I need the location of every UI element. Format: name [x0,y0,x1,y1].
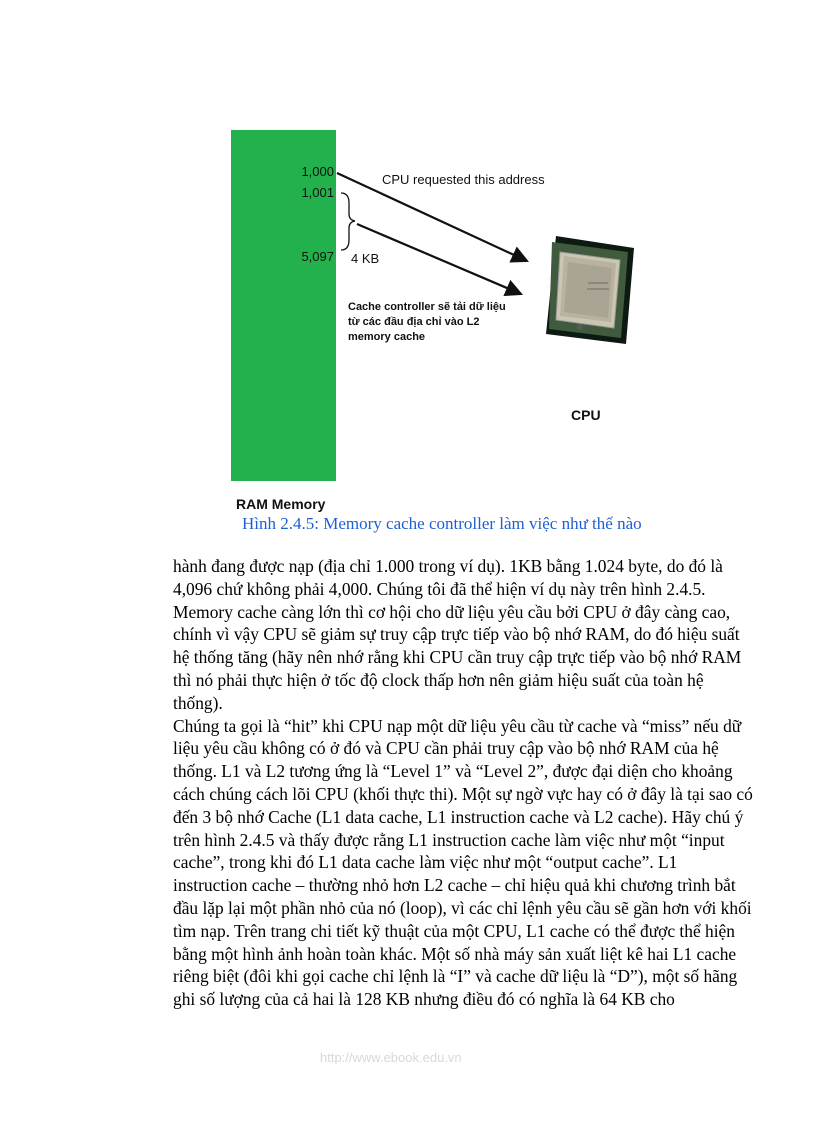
cpu-chip-icon [540,232,640,350]
address-label-5097: 5,097 [301,249,334,264]
address-label-1001: 1,001 [301,185,334,200]
size-label: 4 KB [351,251,380,266]
paragraph: hành đang được nạp (địa chỉ 1.000 trong ví dụ). 1KB bằng 1.024 byte, do đó là 4,096 chứ không phải 4,000. Chúng tôi đã thể hiện ví dụ này trên hình 2.4.5. Memory cache càng lớn thì cơ hội cho dữ liệu yêu cầu bởi CPU ở đây càng cao, chính vì vậy CPU sẽ giảm sự truy cập trực tiếp vào bộ nhớ RAM, do đó hiệu suất hệ thống tăng (hãy nên nhớ rằng khi CPU cần truy cập trực tiếp vào bộ nhớ RAM thì nó phải thực hiện ở tốc độ clock thấp hơn nên giảm hiệu suất của toàn hệ thống). [173,556,742,713]
figure-caption: Hình 2.4.5: Memory cache controller làm việc như thế nào [242,514,642,533]
cpu-chip-image [540,232,640,355]
body-text [173,555,753,1011]
request-label: CPU requested this address [382,172,545,187]
address-label-1000: 1,000 [301,164,334,179]
ram-memory-label: RAM Memory [236,496,326,512]
controller-note: Cache controller sẽ tải dữ liệu từ các đầu địa chỉ vào L2 memory cache [348,301,506,343]
cache-load-arrow [357,224,521,294]
paragraph: Chúng ta gọi là “hit” khi CPU nạp một dữ liệu yêu cầu từ cache và “miss” nếu dữ liệu yêu cầu không có ở đó và CPU cần phải truy cập vào bộ nhớ RAM của hệ thống. L1 và L2 tương ứng là “Level 1” và “Level 2”, được đại diện cho khoảng cách chúng cách lõi CPU (khối thực thi). Một sự ngờ vực hay có ở đây là tại sao có đến 3 bộ nhớ Cache (L1 data cache, L1 instruction cache và L2 cache). Hãy chú ý trên hình 2.4.5 và thấy được rằng L1 instruction cache làm việc như một “input cache”, trong khi đó L1 data cache làm việc như một “output cache”. L1 instruction cache – thường nhỏ hơn L2 cache – chỉ hiệu quả khi chương trình bắt đầu lặp lại một phần nhỏ của nó (loop), vì các chỉ lệnh yêu cầu sẽ gần hơn với khối tìm nạp. Trên trang chi tiết kỹ thuật của một CPU, L1 cache có thể được thể hiện bằng một hình ảnh hoàn toàn khác. Một số nhà máy sản xuất liệt kê hai L1 cache riêng biệt (đôi khi gọi cache chỉ lệnh là “I” và cache dữ liệu là “D”), một số hãng ghi số lượng của cả hai là 128 KB nhưng điều đó có nghĩa là 64 KB cho [173,715,753,1010]
cpu-label: CPU [571,407,601,423]
memory-cache-figure [231,130,601,515]
footer-watermark-url: http://www.ebook.edu.vn [320,1050,462,1065]
range-brace [341,193,355,250]
